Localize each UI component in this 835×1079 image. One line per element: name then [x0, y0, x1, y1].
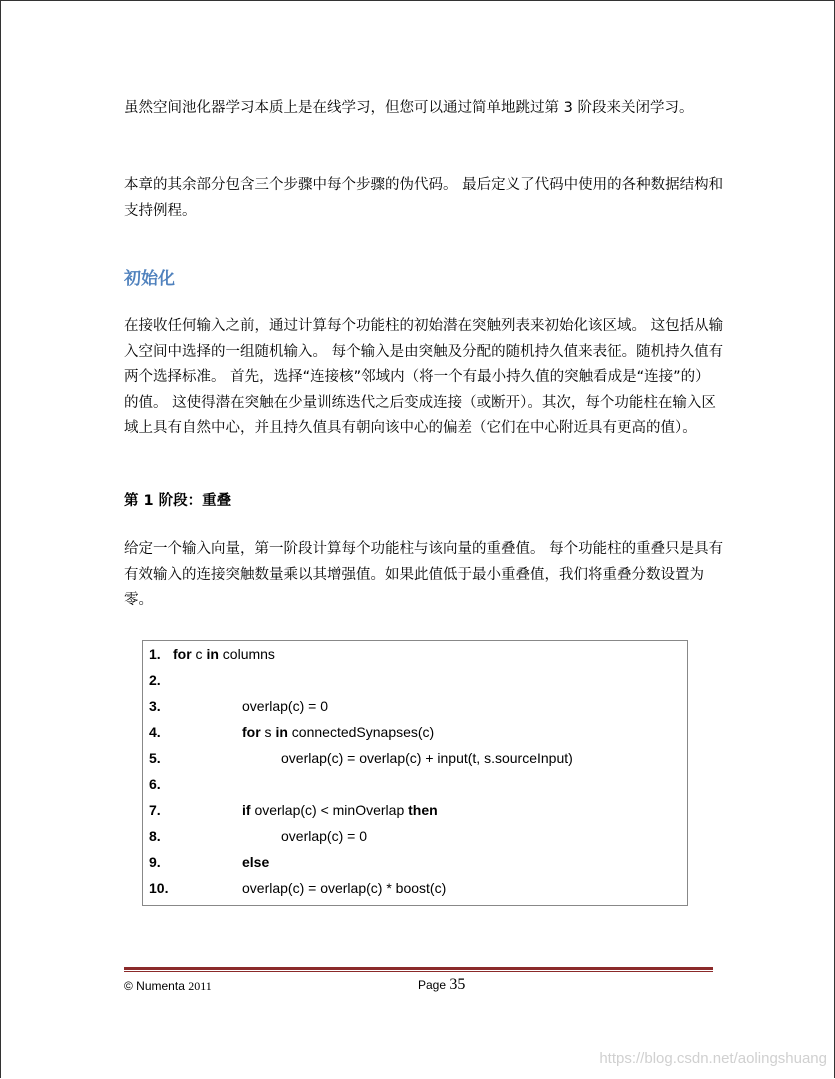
section-heading-phase1: 第 1 阶段：重叠	[124, 493, 232, 509]
page-label: Page	[418, 978, 447, 992]
code-text: overlap(c) = 0	[242, 698, 328, 714]
code-text: overlap(c) = overlap(c) * boost(c)	[242, 880, 447, 896]
line-number: 8.	[149, 828, 161, 844]
page-number: 35	[449, 976, 466, 993]
paragraph-learning-note: 虽然空间池化器学习本质上是在线学习，但您可以通过简单地跳过第 3 阶段来关闭学习。	[124, 100, 694, 116]
line-number: 9.	[149, 854, 161, 870]
keyword-for: for	[173, 646, 192, 662]
footer-copyright	[124, 979, 212, 994]
line-number: 7.	[149, 802, 161, 818]
watermark: https://blog.csdn.net/aolingshuang	[599, 1050, 827, 1067]
keyword-then: then	[408, 802, 438, 818]
line-number: 1.	[149, 646, 161, 662]
code-text	[242, 849, 269, 875]
paragraph-initialization: 在接收任何输入之前，通过计算每个功能柱的初始潜在突触列表来初始化该区域。 这包括从输入空间中选择的一组随机输入。 每个输入是由突触及分配的随机持久值来表征。随机持久值有两个选择标准。 首先，选择“连接核”邻域内（将一个有最小持久值的突触看成是“连接”的）的值。 这使得潜在突触在少量训练迭代之后变成连接（或断开）。其次，每个功能柱在输入区域上具有自然中心，并且持久值具有朝向该中心的偏差（它们在中心附近具有更高的值）。	[124, 318, 724, 436]
copyright-year: 2011	[188, 979, 212, 993]
code-text: overlap(c) = 0	[281, 828, 367, 844]
code-line	[143, 771, 687, 797]
code-text: for c in columns	[173, 646, 275, 662]
line-number: 5.	[149, 750, 161, 766]
code-line	[143, 745, 687, 771]
line-number: 4.	[149, 724, 161, 740]
footer-divider	[124, 967, 713, 970]
code-text: overlap(c) = overlap(c) + input(t, s.sourceInput)	[281, 750, 573, 766]
section-heading-initialization: 初始化	[124, 269, 175, 289]
footer-page-number	[418, 976, 465, 994]
code-line	[143, 719, 687, 745]
code-line	[143, 797, 687, 823]
code-text: if overlap(c) < minOverlap then	[242, 802, 438, 818]
paragraph-chapter-overview: 本章的其余部分包含三个步骤中每个步骤的伪代码。 最后定义了代码中使用的各种数据结构和支持例程。	[124, 177, 724, 219]
paragraph-phase1: 给定一个输入向量，第一阶段计算每个功能柱与该向量的重叠值。 每个功能柱的重叠只是具有有效输入的连接突触数量乘以其增强值。如果此值低于最小重叠值，我们将重叠分数设置为零。	[124, 541, 724, 608]
code-line	[143, 875, 687, 901]
code-line	[143, 849, 687, 875]
code-line	[143, 641, 687, 667]
code-line	[143, 823, 687, 849]
line-number: 10.	[149, 880, 169, 896]
keyword-for: for	[242, 724, 261, 740]
code-line	[143, 667, 687, 693]
code-text: for s in connectedSynapses(c)	[242, 724, 435, 740]
code-line	[143, 693, 687, 719]
keyword-in: in	[275, 724, 288, 740]
line-number: 6.	[149, 776, 161, 792]
keyword-if: if	[242, 802, 251, 818]
footer-divider-thin	[124, 971, 713, 972]
line-number: 3.	[149, 698, 161, 714]
keyword-else: else	[242, 854, 270, 870]
copyright-text: © Numenta	[124, 979, 185, 993]
keyword-in: in	[206, 646, 219, 662]
line-number: 2.	[149, 672, 161, 688]
pseudocode-box	[142, 640, 688, 906]
